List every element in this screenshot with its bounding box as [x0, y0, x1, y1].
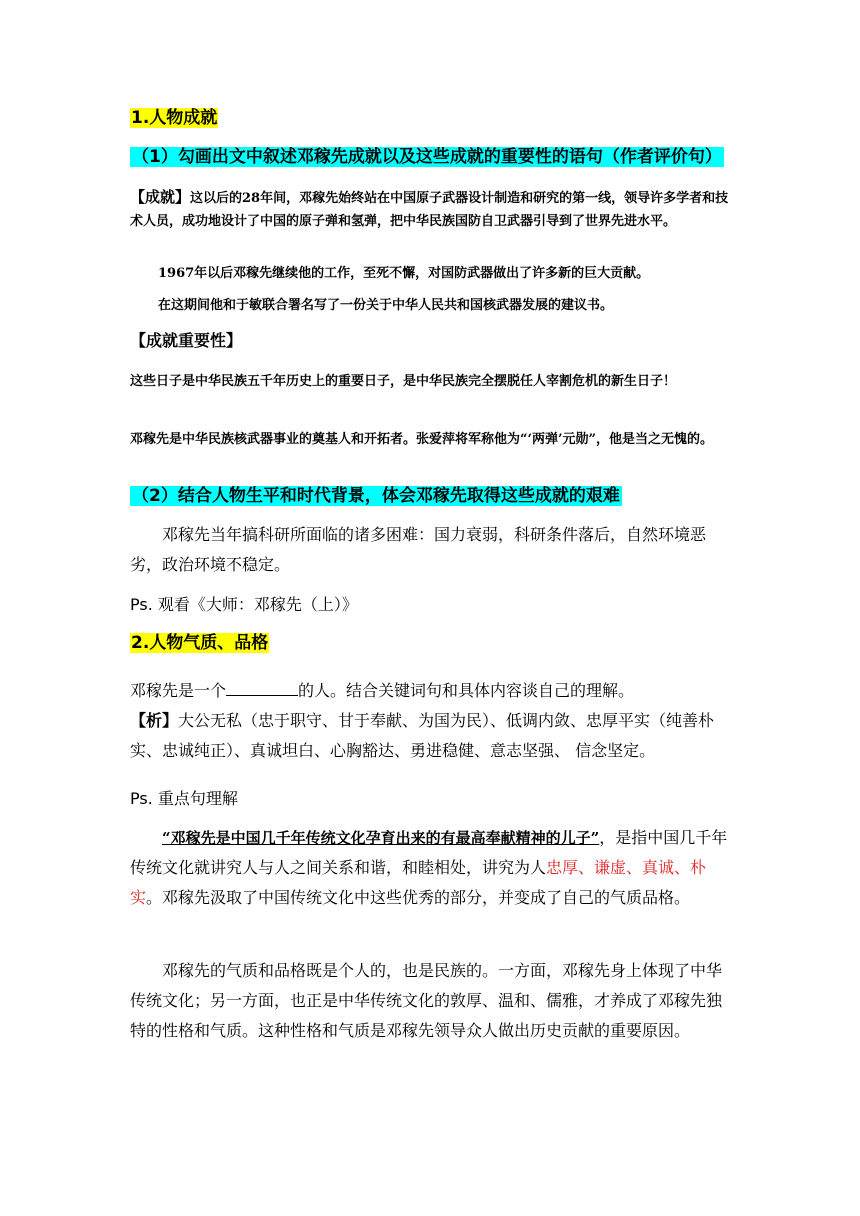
section1-title: 1.人物成就	[131, 108, 218, 128]
line-jointly: 在这期间他和于敏联合署名写了一份关于中华人民共和国核武器发展的建议书。	[158, 298, 614, 313]
achievement-paragraph	[130, 186, 730, 233]
importance-paragraph-2: 邓稼先是中华民族核武器事业的奠基人和开拓者。张爱萍将军称他为“‘两弹’元勋”，他是当之无愧的。	[130, 432, 714, 447]
ps-watch: Ps. 观看《大师：邓稼先（上）》	[130, 595, 358, 614]
analysis-tag: 【析】	[130, 711, 179, 730]
analysis-text: 大公无私（忠于职守、甘于奉献、为国为民）、低调内敛、忠厚平实（纯善朴实、忠诚纯正）、真诚坦白、心胸豁达、勇进稳健、意志坚强、 信念坚定。	[130, 711, 715, 760]
importance-title: 【成就重要性】	[130, 331, 243, 350]
line-1967: 1967年以后邓稼先继续他的工作，至死不懈，对国防武器做出了许多新的巨大贡献。	[158, 266, 650, 281]
achievement-text: 这以后的28年间，邓稼先始终站在中国原子武器设计制造和研究的第一线，领导许多学者和技术人员，成功地设计了中国的原子弹和氢弹，把中华民族国防自卫武器引导到了世界先进水平。	[130, 191, 729, 229]
sub-question-2: （2）结合人物生平和时代背景，体会邓稼先取得这些成就的艰难	[132, 486, 620, 506]
answer-blank[interactable]	[226, 677, 298, 696]
fill-blank-question: 邓稼先是一个 的人。结合关键词句和具体内容谈自己的理解。	[130, 676, 730, 706]
importance-paragraph-1: 这些日子是中华民族五千年历史上的重要日子，是中华民族完全摆脱任人宰割危机的新生日子！	[130, 374, 677, 389]
analysis-paragraph	[130, 706, 730, 766]
final-paragraph: 邓稼先的气质和品格既是个人的，也是民族的。一方面，邓稼先身上体现了中华传统文化；另一方面，也正是中华传统文化的敦厚、温和、儒雅，才养成了邓稼先独特的性格和气质。这种性格和气质是邓稼先领导众人做出历史贡献的重要原因。	[130, 961, 723, 1040]
key-quote: “邓稼先是中国几千年传统文化孕育出来的有最高奉献精神的儿子”	[162, 829, 600, 847]
difficulty-paragraph: 邓稼先当年搞科研所面临的诸多困难：国力衰弱，科研条件落后，自然环境恶劣，政治环境不稳定。	[130, 525, 707, 574]
section2-title: 2.人物气质、品格	[131, 633, 269, 653]
key-sentence-paragraph: “邓稼先是中国几千年传统文化孕育出来的有最高奉献精神的儿子”，是指中国几千年传统文化就讲究人与人之间关系和谐，和睦相处，讲究为人忠厚、谦虚、真诚、朴实。邓稼先汲取了中国传统文化中这些优秀的部分，并变成了自己的气质品格。	[130, 828, 728, 907]
sub-question-1: （1）勾画出文中叙述邓稼先成就以及这些成就的重要性的语句（作者评价句）	[132, 147, 722, 167]
ps-key-sentence: Ps. 重点句理解	[130, 789, 238, 808]
virtues-highlight: 忠厚、谦虚、真诚、朴实	[130, 858, 707, 907]
achievement-tag: 【成就】	[130, 188, 191, 206]
